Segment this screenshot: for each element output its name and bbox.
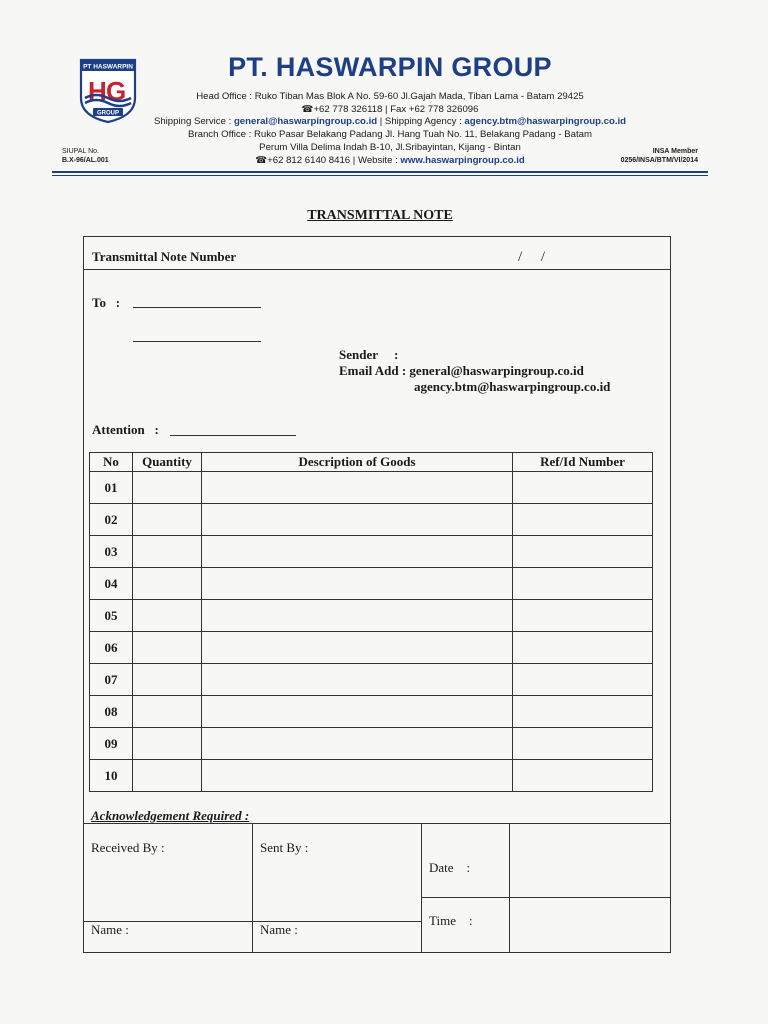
email-agency: agency.btm@haswarpingroup.co.id xyxy=(414,379,611,394)
row-number: 07 xyxy=(90,664,133,696)
insa-label: INSA Member xyxy=(652,148,698,155)
received-by-label: Received By : xyxy=(91,840,165,855)
head-office-address: Head Office : Ruko Tiban Mas Blok A No. 59-60 Jl.Gajah Mada, Tiban Lama - Batam 29425 xyxy=(196,91,584,102)
column-header-quantity: Quantity xyxy=(133,453,202,472)
ack-column-divider-2 xyxy=(421,823,422,953)
description-cell[interactable] xyxy=(202,600,513,632)
note-number-field[interactable]: / / xyxy=(518,249,546,265)
table-row xyxy=(90,472,653,504)
quantity-cell[interactable] xyxy=(133,504,202,536)
siupal-license xyxy=(62,147,109,165)
description-cell[interactable] xyxy=(202,472,513,504)
branch-contact xyxy=(140,155,640,166)
sender-label: Sender : xyxy=(339,347,399,362)
header-divider-thin xyxy=(52,175,708,176)
company-logo xyxy=(79,58,137,124)
logo-bottom-text: GROUP xyxy=(96,110,120,117)
description-cell[interactable] xyxy=(202,504,513,536)
svg-text:G: G xyxy=(106,76,127,106)
shipping-agency-label: | Shipping Agency : xyxy=(377,116,465,127)
table-row xyxy=(90,600,653,632)
logo-top-text: PT HASWARPIN xyxy=(83,63,133,71)
goods-table xyxy=(89,452,653,792)
table-row xyxy=(90,632,653,664)
description-cell[interactable] xyxy=(202,760,513,792)
email-label: Email Add : general@haswarpingroup.co.id xyxy=(339,363,584,378)
attention-field-line[interactable] xyxy=(170,435,296,436)
row-number: 08 xyxy=(90,696,133,728)
phone-icon: ☎ xyxy=(301,104,314,115)
description-cell[interactable] xyxy=(202,696,513,728)
table-row xyxy=(90,760,653,792)
row-number: 03 xyxy=(90,536,133,568)
date-label: Date : xyxy=(429,860,471,875)
shipping-agency-email[interactable]: agency.btm@haswarpingroup.co.id xyxy=(464,116,627,127)
siupal-label: SIUPAL No. xyxy=(62,148,99,155)
ref-id-cell[interactable] xyxy=(513,600,653,632)
row-number: 02 xyxy=(90,504,133,536)
head-phone-fax: +62 778 326118 | Fax +62 778 326096 xyxy=(313,104,479,115)
note-number-divider xyxy=(83,269,671,270)
name-row-divider xyxy=(83,921,421,922)
sent-by-label: Sent By : xyxy=(260,840,309,855)
quantity-cell[interactable] xyxy=(133,600,202,632)
table-row xyxy=(90,536,653,568)
attention-label: Attention : xyxy=(92,422,159,437)
branch-phone: +62 812 6140 8416 | Website : xyxy=(267,155,401,166)
table-row xyxy=(90,504,653,536)
quantity-cell[interactable] xyxy=(133,664,202,696)
phone-icon: ☎ xyxy=(255,155,268,166)
row-number: 04 xyxy=(90,568,133,600)
to-label: To : xyxy=(92,295,121,310)
header-divider xyxy=(52,171,708,173)
website-link[interactable]: www.haswarpingroup.co.id xyxy=(400,155,525,166)
description-cell[interactable] xyxy=(202,632,513,664)
row-number: 10 xyxy=(90,760,133,792)
to-field-line-2[interactable] xyxy=(133,341,261,342)
quantity-cell[interactable] xyxy=(133,728,202,760)
shipping-service-label: Shipping Service : xyxy=(153,116,234,127)
document-title: TRANSMITTAL NOTE xyxy=(307,208,453,223)
column-header-description: Description of Goods xyxy=(202,453,513,472)
quantity-cell[interactable] xyxy=(133,696,202,728)
date-time-divider xyxy=(421,897,671,898)
ref-id-cell[interactable] xyxy=(513,568,653,600)
ack-column-divider-1 xyxy=(252,823,253,953)
quantity-cell[interactable] xyxy=(133,632,202,664)
table-row xyxy=(90,664,653,696)
quantity-cell[interactable] xyxy=(133,536,202,568)
to-field-line-1[interactable] xyxy=(133,307,261,308)
ack-column-divider-3 xyxy=(509,823,510,953)
ref-id-cell[interactable] xyxy=(513,632,653,664)
description-cell[interactable] xyxy=(202,728,513,760)
time-label: Time : xyxy=(429,913,473,928)
row-number: 01 xyxy=(90,472,133,504)
quantity-cell[interactable] xyxy=(133,568,202,600)
quantity-cell[interactable] xyxy=(133,760,202,792)
ref-id-cell[interactable] xyxy=(513,664,653,696)
description-cell[interactable] xyxy=(202,664,513,696)
ref-id-cell[interactable] xyxy=(513,760,653,792)
head-office-contact xyxy=(140,104,640,115)
insa-number: 0256/INSA/BTM/VI/2014 xyxy=(620,157,698,164)
column-header-no: No xyxy=(90,453,133,472)
row-number: 05 xyxy=(90,600,133,632)
description-cell[interactable] xyxy=(202,536,513,568)
table-row xyxy=(90,696,653,728)
acknowledgement-divider xyxy=(83,823,671,824)
received-name-label: Name : xyxy=(91,922,129,937)
table-row xyxy=(90,728,653,760)
table-header-row xyxy=(90,453,653,472)
row-number: 09 xyxy=(90,728,133,760)
svg-text:H: H xyxy=(88,76,107,106)
ref-id-cell[interactable] xyxy=(513,472,653,504)
ref-id-cell[interactable] xyxy=(513,536,653,568)
ref-id-cell[interactable] xyxy=(513,728,653,760)
note-number-label: Transmittal Note Number xyxy=(92,249,237,264)
sent-name-label: Name : xyxy=(260,922,298,937)
quantity-cell[interactable] xyxy=(133,472,202,504)
table-row xyxy=(90,568,653,600)
insa-membership xyxy=(596,147,698,165)
ref-id-cell[interactable] xyxy=(513,696,653,728)
description-cell[interactable] xyxy=(202,568,513,600)
siupal-number: B.X-96/AL.001 xyxy=(62,157,109,164)
column-header-ref-id: Ref/Id Number xyxy=(513,453,653,472)
branch-office-address: Branch Office : Ruko Pasar Belakang Padang Jl. Hang Tuah No. 11, Belakang Padang - Batam xyxy=(188,129,592,140)
branch-address-2: Perum Villa Delima Indah B-10, Jl.Sribayintan, Kijang - Bintan xyxy=(259,142,521,153)
acknowledgement-heading: Acknowledgement Required : xyxy=(91,808,250,823)
shipping-service-email[interactable]: general@haswarpingroup.co.id xyxy=(233,116,378,127)
company-name: PT. HASWARPIN GROUP xyxy=(228,52,552,82)
row-number: 06 xyxy=(90,632,133,664)
shipping-line xyxy=(130,116,650,127)
ref-id-cell[interactable] xyxy=(513,504,653,536)
